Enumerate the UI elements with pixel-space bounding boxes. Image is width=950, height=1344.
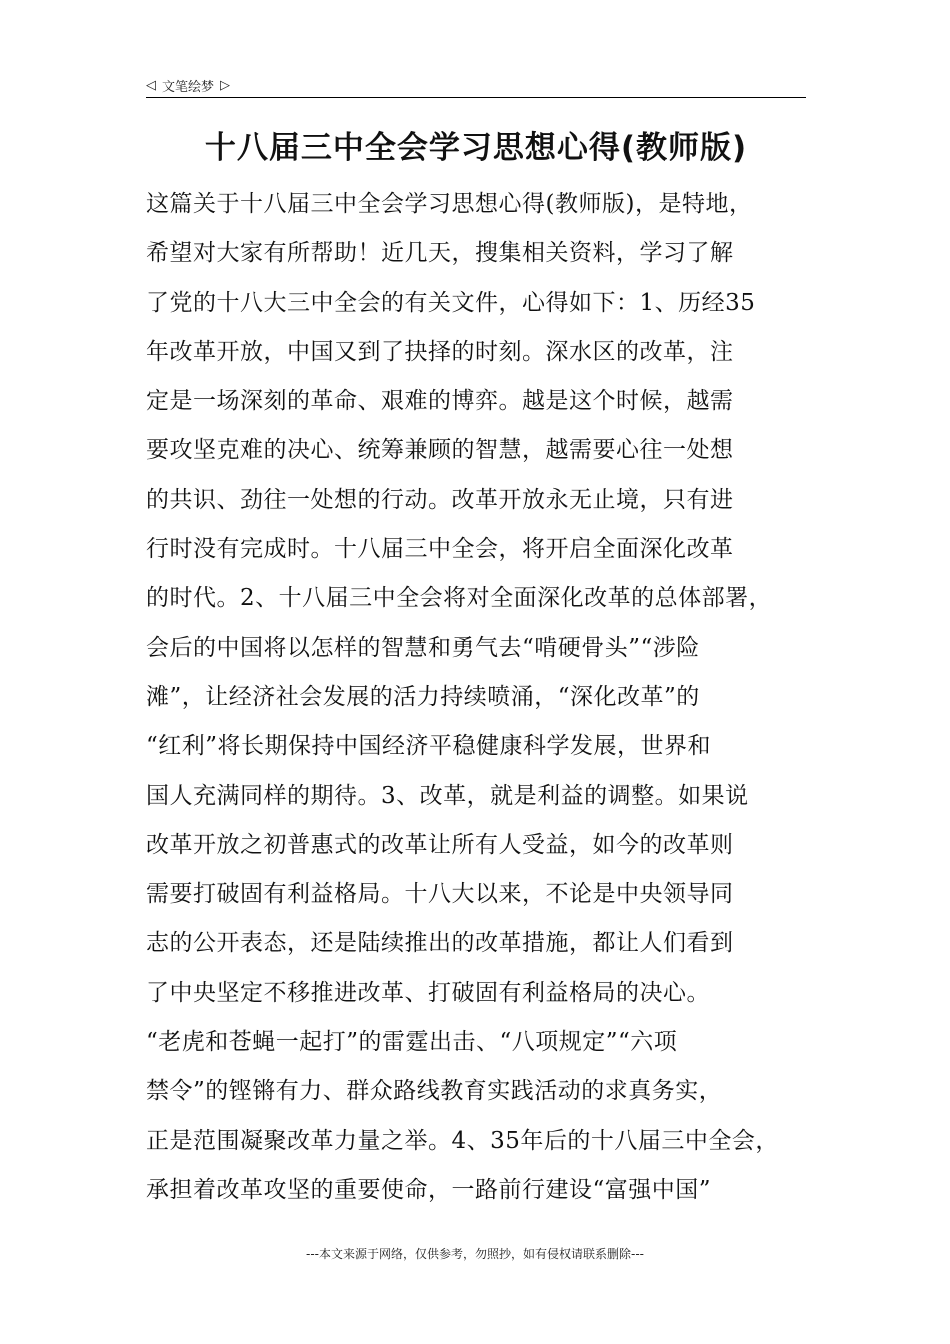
body-line: 的共识、劲往一处想的行动。改革开放永无止境，只有进 — [146, 486, 734, 513]
body-line: 这篇关于十八届三中全会学习思想心得(教师版)，是特地， — [146, 191, 753, 217]
body-line: 要攻坚克难的决心、统筹兼顾的智慧，越需要心往一处想 — [146, 437, 734, 464]
body-line: 改革开放之初普惠式的改革让所有人受益，如今的改革则 — [146, 831, 734, 858]
body-line: 了党的十八大三中全会的有关文件，心得如下：1、历经35 — [146, 289, 756, 316]
body-line: 希望对大家有所帮助！近几天，搜集相关资料，学习了解 — [146, 240, 734, 267]
body-line: 需要打破固有利益格局。十八大以来，不论是中央领导同 — [146, 881, 734, 908]
document-body — [146, 180, 812, 1215]
footer-disclaimer: ---本文来源于网络，仅供参考，勿照抄，如有侵权请联系删除--- — [306, 1247, 644, 1261]
body-line: 国人充满同样的期待。3、改革，就是利益的调整。如果说 — [146, 782, 749, 809]
body-line: 志的公开表态，还是陆续推出的改革措施，都让人们看到 — [146, 930, 734, 957]
body-line: 承担着改革攻坚的重要使命，一路前行建设“富强中国” — [146, 1176, 712, 1203]
body-line: “红利”将长期保持中国经济平稳健康科学发展，世界和 — [146, 733, 712, 760]
body-line: 年改革开放，中国又到了抉择的时刻。深水区的改革，注 — [146, 338, 734, 365]
body-line: 的时代。2、十八届三中全会将对全面深化改革的总体部署， — [146, 585, 773, 612]
brand-label: 文笔绘梦 — [162, 79, 215, 95]
right-triangle-icon: ▷ — [220, 77, 231, 93]
body-line: 正是范围凝聚改革力量之举。4、35年后的十八届三中全会， — [146, 1127, 779, 1154]
page-header — [146, 72, 806, 98]
document-title: 十八届三中全会学习思想心得(教师版) — [204, 130, 748, 166]
body-line: 了中央坚定不移推进改革、打破固有利益格局的决心。 — [146, 979, 710, 1006]
body-line: 会后的中国将以怎样的智慧和勇气去“啃硬骨头”“涉险 — [146, 634, 700, 661]
body-line: 禁令”的铿锵有力、群众路线教育实践活动的求真务实， — [146, 1078, 723, 1105]
body-line: 定是一场深刻的革命、艰难的博弈。越是这个时候，越需 — [146, 388, 734, 415]
left-triangle-icon: ◁ — [146, 77, 156, 93]
body-line: 滩”，让经济社会发展的活力持续喷涌，“深化改革”的 — [146, 683, 700, 710]
body-line: 行时没有完成时。十八届三中全会，将开启全面深化改革 — [146, 536, 734, 563]
header-divider — [146, 97, 806, 98]
body-line: “老虎和苍蝇一起打”的雷霆出击、“八项规定”“六项 — [146, 1029, 678, 1056]
